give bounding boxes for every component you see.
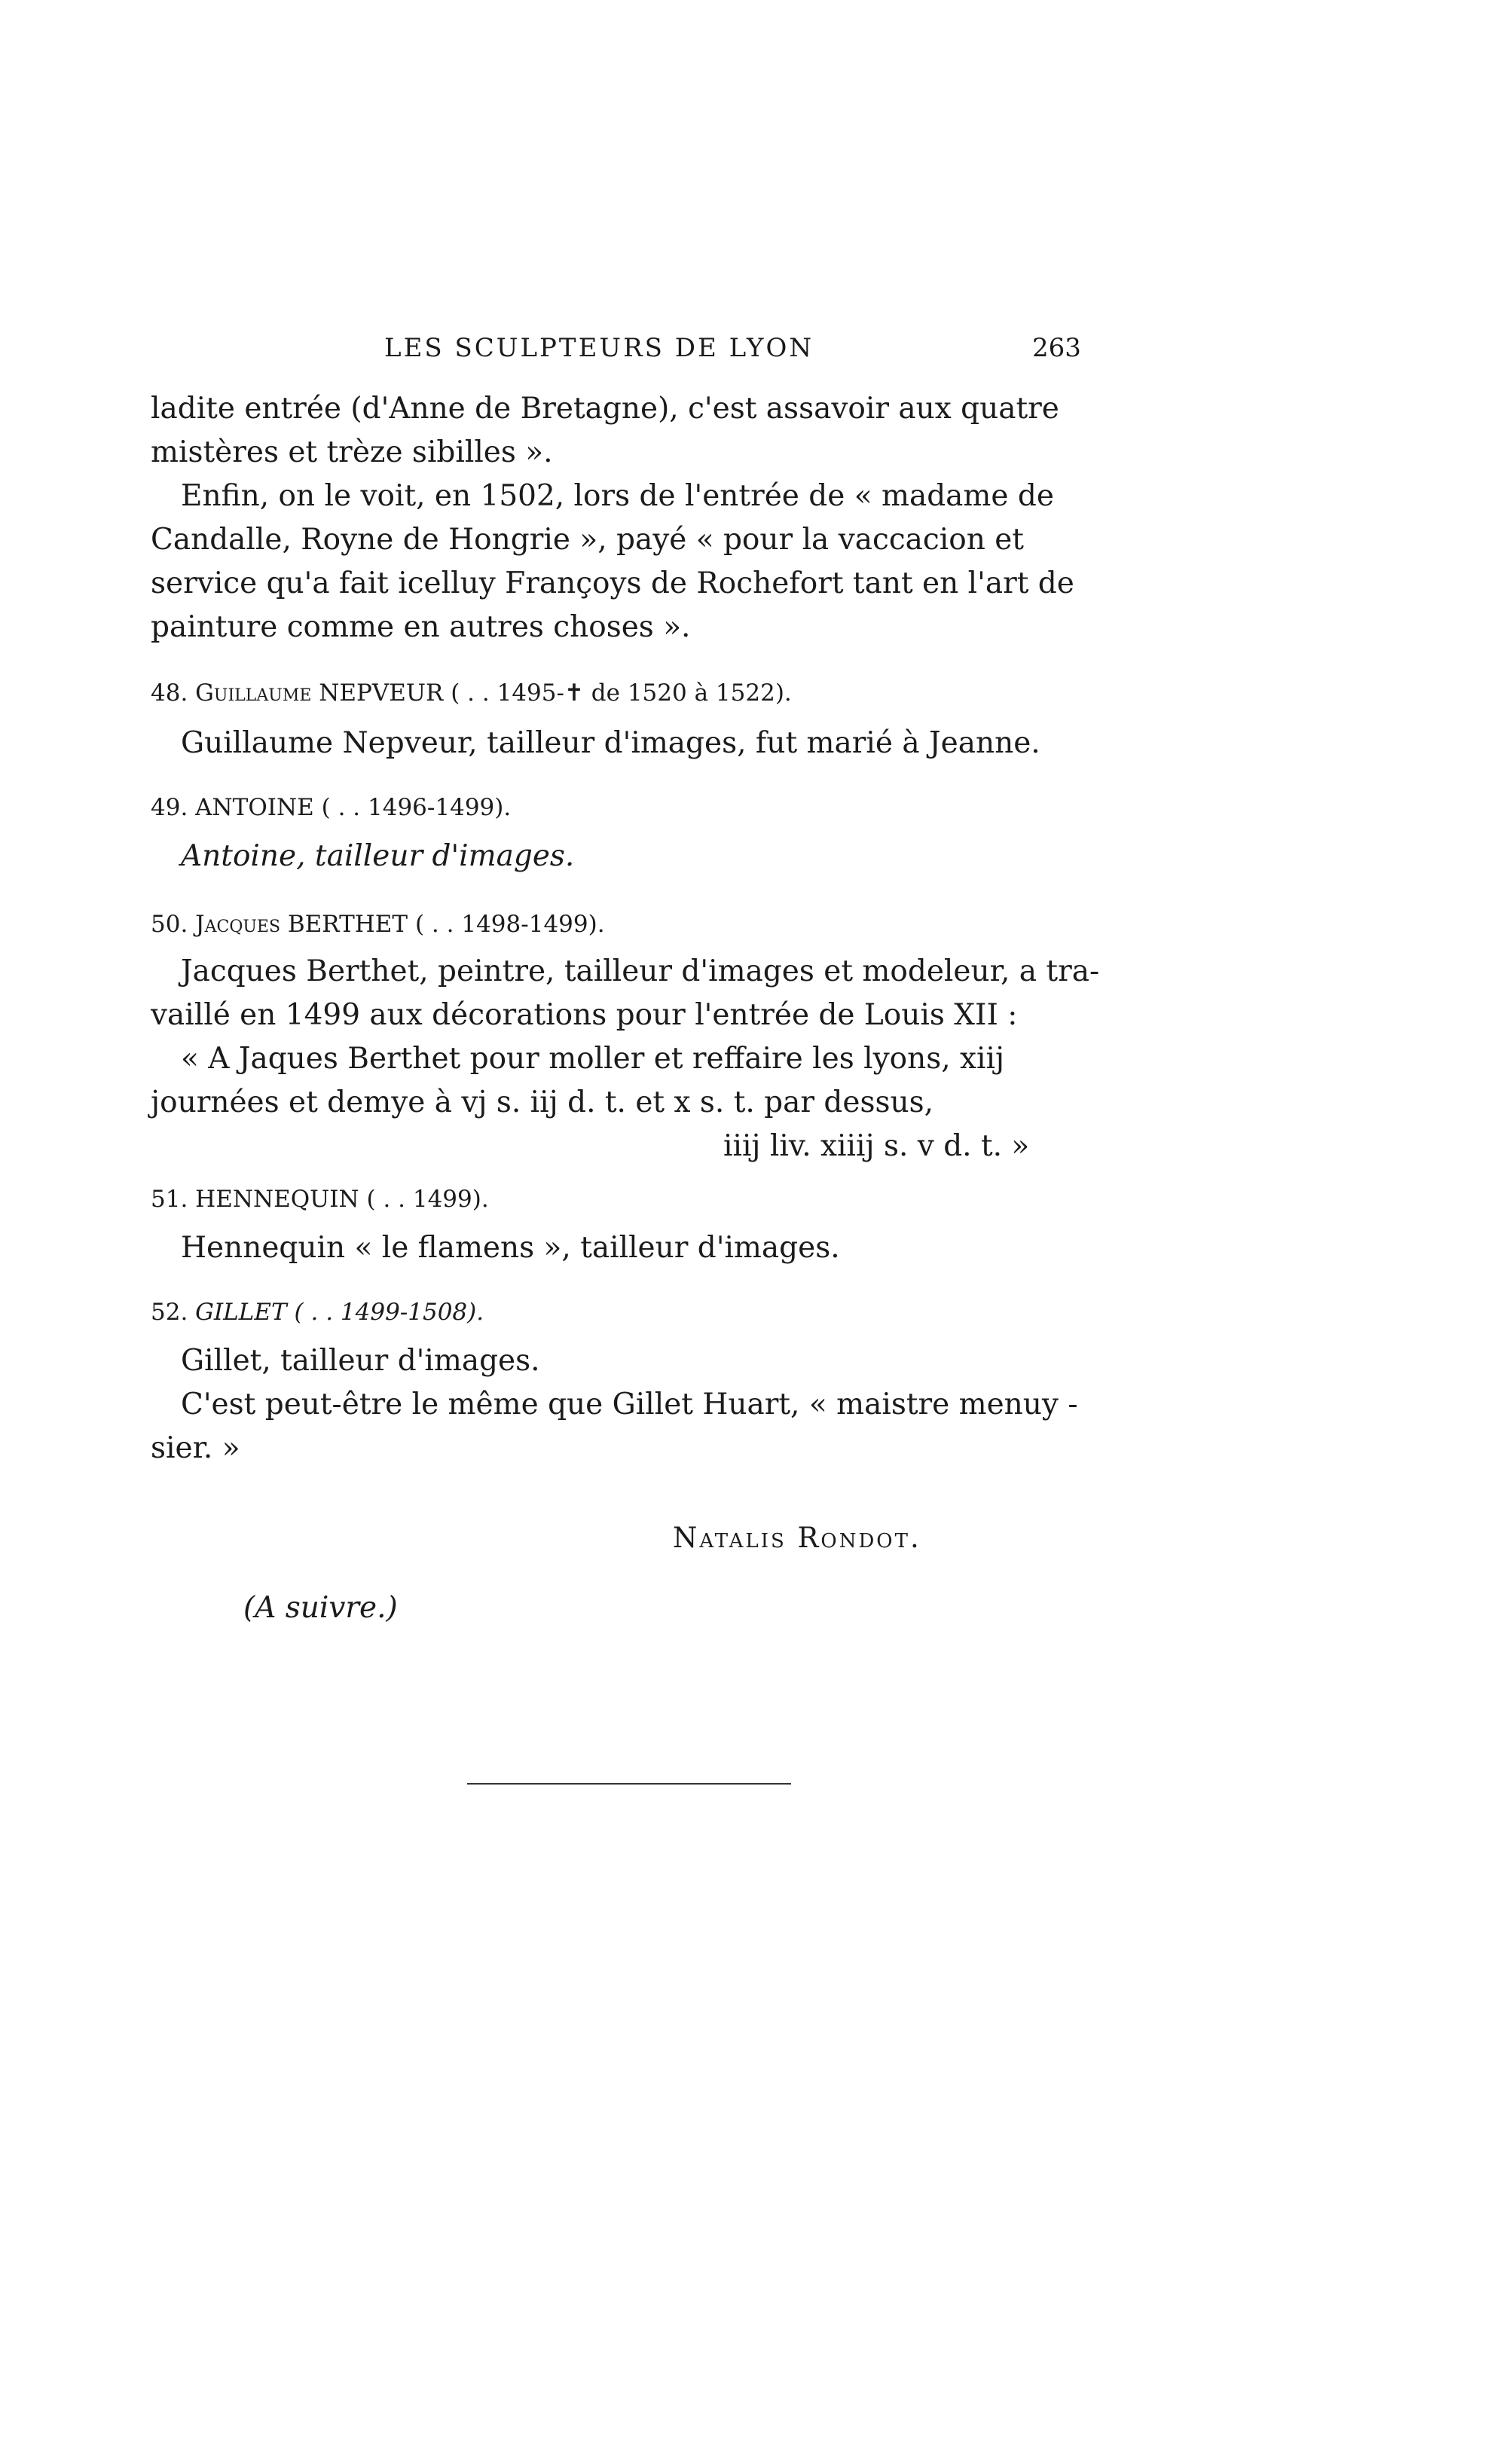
entry-number: 48. — [151, 679, 188, 707]
entry-52-body: C'est peut-être le même que Gillet Huart, « maistre menuy - — [181, 1388, 1078, 1421]
entry-number: 50. — [151, 911, 188, 938]
entry-51-body: Hennequin « le flamens », tailleur d'images. — [181, 1231, 840, 1265]
running-header-title: LES SCULPTEURS DE LYON — [384, 333, 814, 363]
entry-48-body: Guillaume Nepveur, tailleur d'images, fut marié à Jeanne. — [181, 726, 1040, 760]
entry-dates: ( . . 1499-1508). — [294, 1299, 484, 1326]
entry-name: HENNEQUIN — [195, 1186, 359, 1213]
entry-50-heading — [151, 913, 605, 936]
entry-number: 49. — [151, 794, 188, 821]
page-number: 263 — [1032, 333, 1081, 363]
entry-number: 52. — [151, 1299, 188, 1326]
entry-name: ANTOINE — [195, 794, 314, 821]
entry-dates: ( . . 1495-✝ de 1520 à 1522). — [451, 679, 792, 707]
entry-52-heading — [151, 1301, 484, 1324]
entry-dates: ( . . 1499). — [366, 1186, 489, 1213]
intro-line: painture comme en autres choses ». — [151, 610, 691, 644]
entry-51-heading — [151, 1188, 489, 1211]
entry-48-heading — [151, 679, 792, 707]
intro-line: Candalle, Royne de Hongrie », payé « pour la vaccacion et — [151, 523, 1024, 557]
entry-50-quote: « A Jaques Berthet pour moller et reffaire les lyons, xiij — [181, 1042, 1005, 1076]
entry-surname: NEPVEUR — [319, 679, 444, 707]
entry-dates: ( . . 1496-1499). — [321, 794, 512, 821]
entry-50-quote: journées et demye à vj s. iij d. t. et x s. t. par dessus, — [151, 1085, 934, 1119]
entry-50-body: Jacques Berthet, peintre, tailleur d'images et modeleur, a tra- — [181, 954, 1100, 988]
entry-number: 51. — [151, 1186, 188, 1213]
entry-surname: BERTHET — [287, 911, 408, 938]
entry-name: GILLET — [195, 1299, 287, 1326]
entry-50-quote-sum: iiij liv. xiiij s. v d. t. » — [723, 1129, 1030, 1163]
entry-first-name: Guillaume — [195, 679, 312, 707]
entry-49-body: Antoine, tailleur d'images. — [181, 839, 575, 873]
intro-line: Enfin, on le voit, en 1502, lors de l'entrée de « madame de — [181, 479, 1054, 513]
to-be-continued: (A suivre.) — [243, 1591, 398, 1625]
entry-first-name: Jacques — [195, 911, 281, 938]
entry-52-body: sier. » — [151, 1431, 240, 1465]
entry-50-body: vaillé en 1499 aux décorations pour l'entrée de Louis XII : — [151, 998, 1018, 1032]
intro-line: ladite entrée (d'Anne de Bretagne), c'est assavoir aux quatre — [151, 392, 1059, 426]
end-rule — [467, 1783, 791, 1785]
intro-line: service qu'a fait icelluy Françoys de Rochefort tant en l'art de — [151, 566, 1074, 600]
entry-dates: ( . . 1498-1499). — [414, 911, 605, 938]
entry-52-body: Gillet, tailleur d'images. — [181, 1344, 540, 1378]
author-signature: Natalis Rondot. — [673, 1522, 921, 1554]
entry-49-heading — [151, 796, 511, 820]
intro-line: mistères et trèze sibilles ». — [151, 435, 553, 469]
